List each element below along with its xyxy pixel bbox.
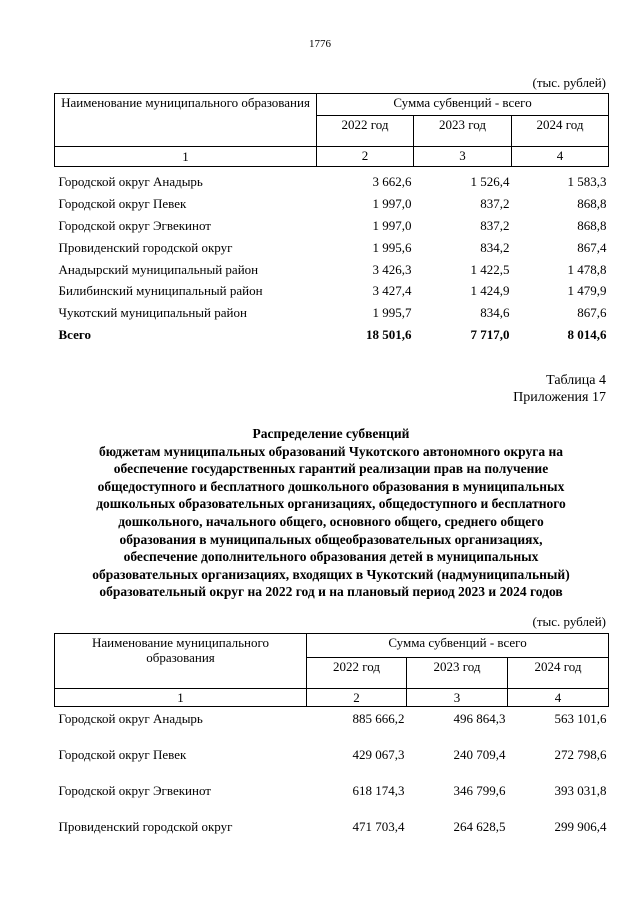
heading-line: Распределение субвенций	[252, 426, 410, 441]
page-number: 1776	[309, 38, 331, 50]
value-2022: 618 174,3	[352, 783, 405, 798]
table-row	[55, 167, 609, 193]
value-2022: 3 427,4	[372, 283, 412, 299]
table-row	[55, 302, 609, 324]
value-2022: 1 995,6	[372, 239, 412, 255]
col-number-1: 1	[55, 689, 307, 707]
value-2022: 3 662,6	[372, 174, 412, 190]
row-name: Городской округ Певек	[58, 747, 187, 762]
value-2022: 429 067,3	[352, 747, 405, 762]
total-label: Всего	[58, 326, 91, 342]
header-sum-group: Сумма субвенций - всего	[307, 634, 609, 658]
row-name: Городской округ Эгвекинот	[58, 217, 211, 233]
heading-line: образовательный округ на 2022 год и на плановый период 2023 и 2024 годов	[99, 584, 563, 600]
value-2022: 1 995,7	[372, 305, 412, 321]
value-2023: 1 424,9	[470, 283, 510, 299]
header-year-2024: 2024 год	[508, 658, 609, 689]
header-year-2023: 2023 год	[414, 116, 512, 147]
subsidy-table-1	[54, 93, 609, 345]
row-name: Провиденский городской округ	[58, 819, 233, 834]
header-sum-group: Сумма субвенций - всего	[317, 94, 609, 116]
value-2024: 868,8	[577, 217, 607, 233]
row-name: Городской округ Анадырь	[58, 711, 203, 726]
value-2024: 393 031,8	[554, 783, 607, 798]
value-2023: 240 709,4	[453, 747, 506, 762]
table-row	[55, 779, 609, 815]
heading-line: дошкольных образовательных организациях, общедоступного и бесплатного	[96, 496, 566, 512]
value-2022: 885 666,2	[352, 711, 405, 726]
value-2024: 868,8	[577, 196, 607, 212]
value-2023: 837,2	[480, 217, 510, 233]
heading-line: образовательных организациях, входящих в Чукотский (надмуниципальный)	[92, 566, 570, 582]
heading-line: обеспечение дополнительного образования детей в муниципальных	[123, 549, 539, 565]
value-2024: 272 798,6	[554, 747, 607, 762]
table-row	[55, 236, 609, 258]
col-number-1: 1	[55, 147, 317, 167]
total-2023: 7 717,0	[470, 326, 510, 342]
value-2024: 867,4	[577, 239, 607, 255]
header-name-column: Наименование муниципального образования	[55, 634, 307, 689]
col-number-2: 2	[317, 147, 414, 167]
col-number-4: 4	[508, 689, 609, 707]
value-2023: 1 526,4	[470, 174, 510, 190]
col-number-3: 3	[407, 689, 508, 707]
value-2024: 563 101,6	[554, 711, 607, 726]
row-name: Провиденский городской округ	[58, 239, 233, 255]
col-number-3: 3	[414, 147, 512, 167]
header-year-2022: 2022 год	[307, 658, 407, 689]
value-2023: 837,2	[480, 196, 510, 212]
header-year-2022: 2022 год	[317, 116, 414, 147]
value-2023: 264 628,5	[453, 819, 506, 834]
header-year-2024: 2024 год	[512, 116, 609, 147]
value-2024: 1 478,8	[567, 261, 607, 277]
table-row	[55, 743, 609, 779]
row-name: Билибинский муниципальный район	[58, 283, 263, 299]
total-2022: 18 501,6	[366, 326, 412, 342]
value-2024: 1 479,9	[567, 283, 607, 299]
table-number-caption: Таблица 4	[546, 373, 606, 388]
heading-line: обеспечение государственных гарантий реализации прав на получение	[113, 461, 549, 477]
appendix-caption: Приложения 17	[513, 390, 606, 405]
value-2023: 346 799,6	[453, 783, 506, 798]
value-2022: 471 703,4	[352, 819, 405, 834]
value-2023: 496 864,3	[453, 711, 506, 726]
value-2023: 1 422,5	[470, 261, 510, 277]
value-2024: 1 583,3	[567, 174, 607, 190]
table-heading	[54, 425, 608, 601]
row-name: Анадырский муниципальный район	[58, 261, 259, 277]
header-name-column: Наименование муниципального образования	[55, 94, 317, 147]
heading-line: дошкольного, начального общего, основного общего, среднего общего	[118, 513, 544, 529]
value-2022: 3 426,3	[372, 261, 412, 277]
value-2024: 299 906,4	[554, 819, 607, 834]
table-row	[55, 215, 609, 237]
table-row	[55, 280, 609, 302]
table-row	[55, 707, 609, 744]
value-2022: 1 997,0	[372, 217, 412, 233]
row-name: Городской округ Анадырь	[58, 174, 203, 190]
row-name: Городской округ Эгвекинот	[58, 783, 211, 798]
table-row	[55, 193, 609, 215]
total-2024: 8 014,6	[567, 326, 607, 342]
heading-line: образования в муниципальных общеобразовательных организациях,	[119, 531, 543, 547]
table-row	[55, 815, 609, 851]
table2-unit-label: (тыс. рублей)	[532, 614, 606, 629]
table1-unit-label: (тыс. рублей)	[532, 75, 606, 90]
col-number-2: 2	[307, 689, 407, 707]
row-name: Городской округ Певек	[58, 196, 187, 212]
subsidy-table-2	[54, 633, 609, 851]
value-2024: 867,6	[577, 305, 607, 321]
value-2023: 834,2	[480, 239, 510, 255]
table-row	[55, 258, 609, 280]
value-2022: 1 997,0	[372, 196, 412, 212]
value-2023: 834,6	[480, 305, 510, 321]
total-row	[55, 324, 609, 346]
col-number-4: 4	[512, 147, 609, 167]
row-name: Чукотский муниципальный район	[58, 305, 247, 321]
header-year-2023: 2023 год	[407, 658, 508, 689]
heading-line: бюджетам муниципальных образований Чукотского автономного округа на	[98, 443, 564, 459]
heading-line: общедоступного и бесплатного дошкольного образования в муниципальных	[97, 478, 565, 494]
